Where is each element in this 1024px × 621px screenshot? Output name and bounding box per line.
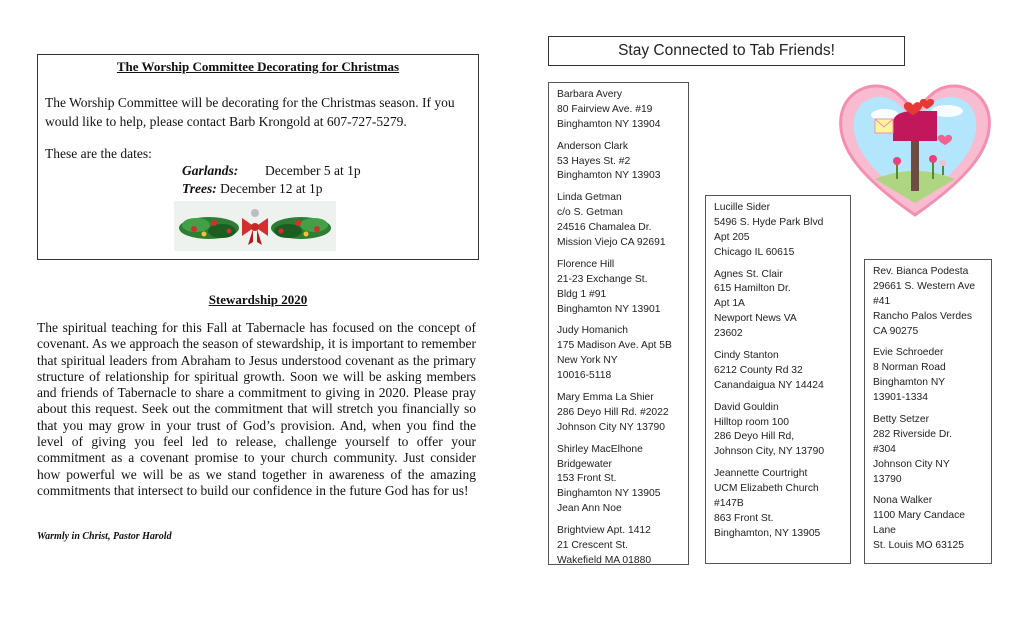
address-line: Newport News VA xyxy=(714,313,797,325)
address-line: 286 Deyo Hill Rd. #2022 xyxy=(557,406,669,418)
address-entry xyxy=(714,401,850,461)
address-entry xyxy=(557,391,688,436)
stewardship-title: Stewardship 2020 xyxy=(208,292,308,307)
address-name-line: Jeannette Courtright xyxy=(714,468,808,480)
address-line: 5496 S. Hyde Park Blvd xyxy=(714,216,824,228)
address-entry xyxy=(873,413,991,487)
address-name-line: Linda Getman xyxy=(557,192,622,204)
address-line: c/o S. Getman xyxy=(557,207,623,219)
stewardship-body: The spiritual teaching for this Fall at Tabernacle has focused on the concept of covenant. As we approach the season of stewardship, it is important to remember that spiritual leaders from Abraham to Jesus understood covenant as the primary structure of relationship for spiritual growth. Soon we will be asking members and friends of Tabernacle to share a commitment to giving in 2020. Please pray about this request. Seek out the commitment that will stretch you financially so that you may grow in your trust of God’s provision. And, when you find the level of giving you feel led to release, challenge yourself to offer your commitment as a covenant promise to your church community. Just consider how powerful we will be as we stand together in awareness of the amazing commitments that intersect to build our confidence in the future God has for us! xyxy=(37,320,476,498)
trees-date-line xyxy=(182,181,322,197)
address-name-line: Mary Emma La Shier xyxy=(557,392,654,404)
address-line: #304 xyxy=(873,443,896,455)
address-line: St. Louis MO 63125 xyxy=(873,540,965,552)
address-line: Binghamton NY 13904 xyxy=(557,118,661,130)
mailbox-post xyxy=(911,141,919,191)
address-line: Johnson City, NY 13790 xyxy=(714,446,825,458)
address-line: 6212 County Rd 32 xyxy=(714,364,803,376)
address-line: 21-23 Exchange St. xyxy=(557,273,648,285)
address-line: Binghamton, NY 13905 xyxy=(714,527,821,539)
address-entry xyxy=(873,265,991,339)
address-name-line: Lucille Sider xyxy=(714,202,771,213)
address-name-line: Cindy Stanton xyxy=(714,350,779,362)
address-column-2 xyxy=(705,195,851,564)
worship-committee-box xyxy=(37,54,479,260)
address-name-line: Anderson Clark xyxy=(557,140,628,152)
signoff: Warmly in Christ, Pastor Harold xyxy=(37,531,172,542)
address-line: 24516 Chamalea Dr. xyxy=(557,222,652,234)
address-name-line: Nona Walker xyxy=(873,495,933,507)
address-line: Jean Ann Noe xyxy=(557,503,622,515)
address-entry xyxy=(557,324,688,384)
address-line: Binghamton NY 13905 xyxy=(557,488,661,500)
address-name-line: David Gouldin xyxy=(714,401,779,413)
address-line: Binghamton NY 13901 xyxy=(557,303,661,315)
address-line: New York NY xyxy=(557,355,618,367)
address-line: 10016-5118 xyxy=(557,370,612,382)
address-line: UCM Elizabeth Church xyxy=(714,483,819,495)
garland-left xyxy=(179,217,239,239)
address-line: Rancho Palos Verdes xyxy=(873,310,973,322)
address-line: Johnson City NY xyxy=(873,458,950,470)
address-line: Mission Viejo CA 92691 xyxy=(557,237,666,249)
address-line: 13901-1334 xyxy=(873,392,928,404)
address-line: 1100 Mary Candace xyxy=(873,510,965,522)
garlands-label: Garlands: xyxy=(182,163,239,178)
worship-title: The Worship Committee Decorating for Christmas xyxy=(116,59,400,74)
address-line: Bridgewater xyxy=(557,458,612,470)
address-name-line: Brightview Apt. 1412 xyxy=(557,525,651,537)
address-line: Apt 205 xyxy=(714,231,750,243)
address-entry xyxy=(714,201,850,261)
address-name-line: Judy Homanich xyxy=(557,325,628,337)
address-entry xyxy=(714,268,850,342)
dates-label: These are the dates: xyxy=(45,146,152,161)
address-name-line: Betty Setzer xyxy=(873,414,930,426)
address-line: Hilltop room 100 xyxy=(714,416,789,428)
address-entry xyxy=(714,349,850,394)
address-entry xyxy=(714,467,850,541)
address-line: Johnson City NY 13790 xyxy=(557,421,665,433)
address-line: Binghamton NY 13903 xyxy=(557,170,661,182)
trees-date: December 12 at 1p xyxy=(220,181,323,196)
address-name-line: Evie Schroeder xyxy=(873,347,944,359)
address-name-line: Florence Hill xyxy=(557,258,615,270)
address-line: 175 Madison Ave. Apt 5B xyxy=(557,340,672,352)
address-entry xyxy=(557,524,688,569)
worship-intro: The Worship Committee will be decorating for the Christmas season. If you would like to help, please contact Barb Krongold at 607-727-5279. xyxy=(45,95,455,129)
garlands-date-line xyxy=(182,163,361,179)
address-line: 615 Hamilton Dr. xyxy=(714,283,791,295)
address-entry xyxy=(557,258,688,318)
address-line: Chicago IL 60615 xyxy=(714,246,795,258)
address-name-line: Rev. Bianca Podesta xyxy=(873,266,969,277)
garlands-date: December 5 at 1p xyxy=(265,163,361,178)
address-line: #147B xyxy=(714,498,744,510)
address-line: 286 Deyo Hill Rd, xyxy=(714,431,795,443)
address-line: Binghamton NY xyxy=(873,377,946,389)
address-line: 153 Front St. xyxy=(557,473,617,485)
heart-mailbox-image xyxy=(835,75,995,220)
address-line: 282 Riverside Dr. xyxy=(873,428,952,440)
address-line: Apt 1A xyxy=(714,298,745,310)
address-entry xyxy=(873,346,991,406)
garland-image xyxy=(174,201,336,251)
trees-label: Trees: xyxy=(182,181,217,196)
address-entry xyxy=(557,88,688,133)
address-line: Bldg 1 #91 xyxy=(557,288,607,300)
address-name-line: Barbara Avery xyxy=(557,89,623,100)
address-line: Wakefield MA 01880 xyxy=(557,554,652,566)
address-name-line: Shirley MacElhone xyxy=(557,443,643,455)
address-entry xyxy=(557,443,688,517)
address-line: Lane xyxy=(873,525,896,537)
address-line: 8 Norman Road xyxy=(873,362,946,374)
address-line: 53 Hayes St. #2 xyxy=(557,155,631,167)
address-column-3 xyxy=(864,259,992,564)
address-line: 80 Fairview Ave. #19 xyxy=(557,103,653,115)
address-column-1 xyxy=(548,82,689,565)
address-line: 23602 xyxy=(714,328,743,340)
garland-right xyxy=(271,217,331,239)
address-name-line: Agnes St. Clair xyxy=(714,268,783,280)
address-line: 13790 xyxy=(873,473,902,485)
address-line: 21 Crescent St. xyxy=(557,540,628,552)
stay-connected-banner: Stay Connected to Tab Friends! xyxy=(548,36,905,66)
address-entry xyxy=(557,140,688,185)
address-line: #41 xyxy=(873,295,891,307)
address-line: Canandaigua NY 14424 xyxy=(714,379,824,391)
address-line: CA 90275 xyxy=(873,325,919,337)
address-entry xyxy=(873,494,991,554)
address-entry xyxy=(557,191,688,251)
address-line: 863 Front St. xyxy=(714,512,774,524)
address-line: 29661 S. Western Ave xyxy=(873,280,976,292)
